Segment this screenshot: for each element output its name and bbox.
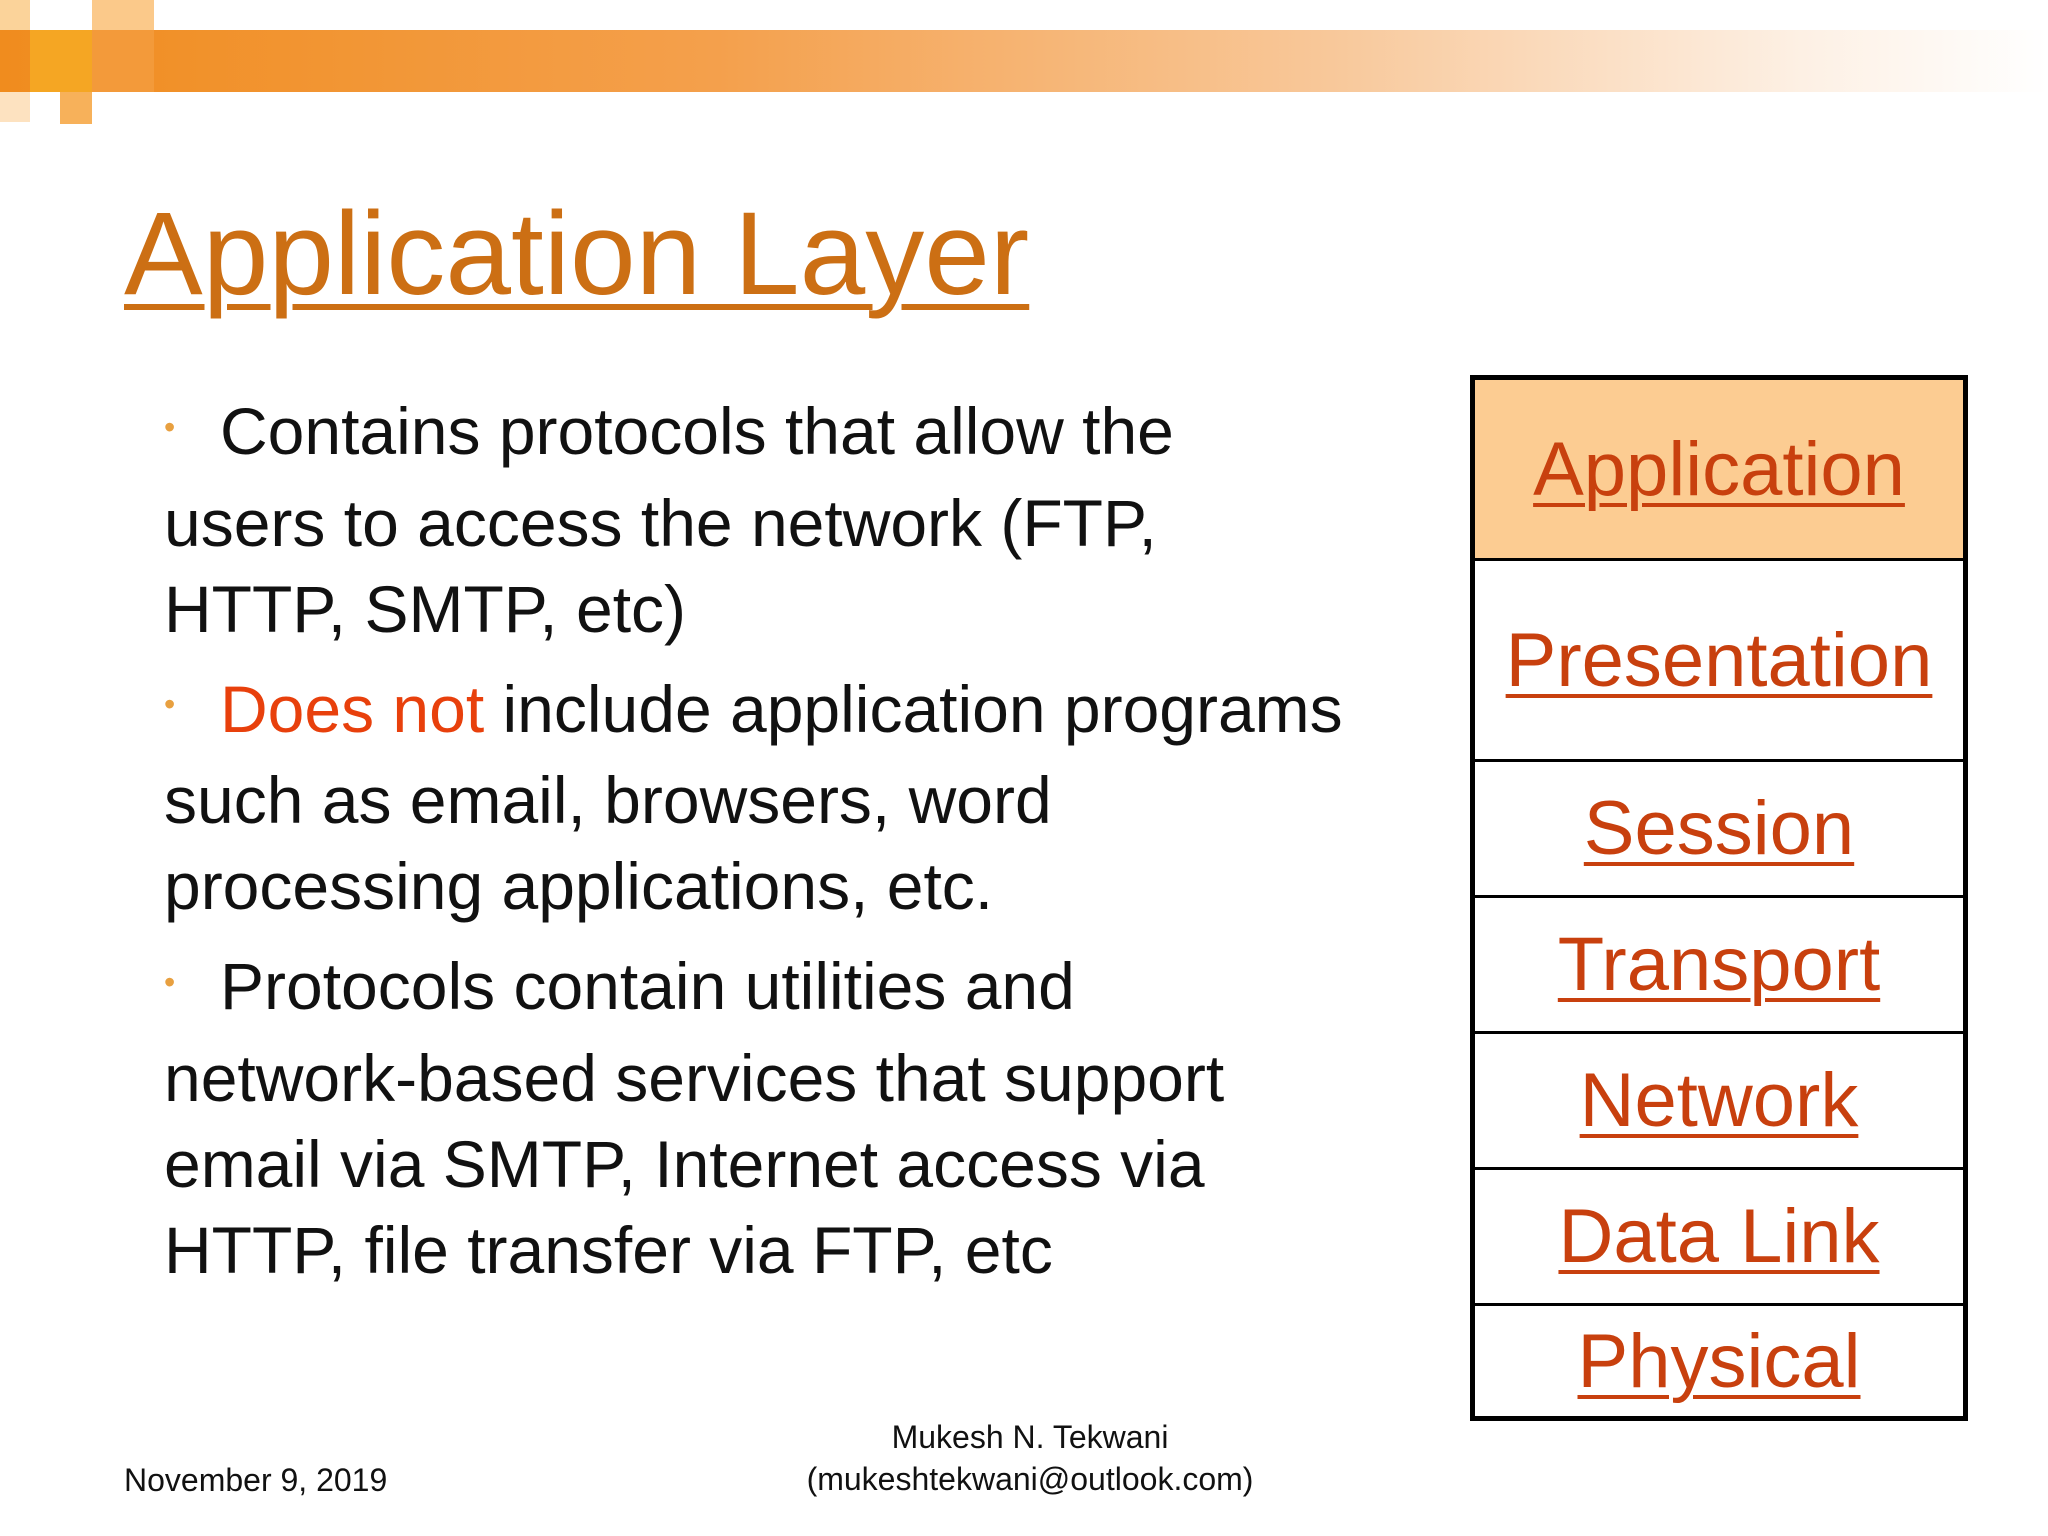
footer-author: [780, 1416, 1280, 1500]
bullet-text: Protocols contain utilities and network-based services that support email via SMTP, Internet access via HTTP, file transfer via FTP, etc: [164, 949, 1225, 1287]
osi-layer-transport[interactable]: Transport: [1475, 895, 1963, 1031]
osi-layer-application[interactable]: Application: [1475, 380, 1963, 558]
header-decoration-square: [0, 92, 30, 122]
bullet-dot-icon: •: [164, 408, 176, 445]
bullet-dot-icon: •: [164, 963, 176, 1000]
footer-date: November 9, 2019: [124, 1462, 388, 1498]
slide-title: Application Layer: [124, 188, 1030, 320]
bullet-highlight-text: Does not: [220, 671, 485, 746]
bullet-dot-icon: •: [164, 686, 176, 723]
footer-author-email: (mukeshtekwani@outlook.com): [806, 1461, 1254, 1497]
bullet-text: include application programs such as email, browsers, word processing applications, etc.: [164, 671, 1343, 924]
osi-layer-network[interactable]: Network: [1475, 1031, 1963, 1167]
osi-layer-stack: [1470, 375, 1968, 1421]
osi-layer-session[interactable]: Session: [1475, 759, 1963, 895]
bullet-item: [164, 666, 1344, 930]
bullet-item: [164, 943, 1344, 1293]
osi-layer-physical[interactable]: Physical: [1475, 1303, 1963, 1416]
header-decoration-square: [0, 0, 30, 30]
header-decoration-square: [92, 30, 154, 92]
footer-author-name: Mukesh N. Tekwani: [891, 1419, 1169, 1455]
bullet-list: [164, 388, 1344, 1307]
header-decoration-square: [30, 30, 92, 92]
header-decoration-square: [60, 92, 92, 124]
header-decoration-bar: [0, 30, 2048, 92]
osi-layer-data-link[interactable]: Data Link: [1475, 1167, 1963, 1303]
osi-layer-presentation[interactable]: Presentation: [1475, 558, 1963, 759]
bullet-item: [164, 388, 1344, 652]
bullet-text: Contains protocols that allow the users to access the network (FTP, HTTP, SMTP, etc): [164, 394, 1174, 646]
header-decoration-square: [92, 0, 154, 30]
